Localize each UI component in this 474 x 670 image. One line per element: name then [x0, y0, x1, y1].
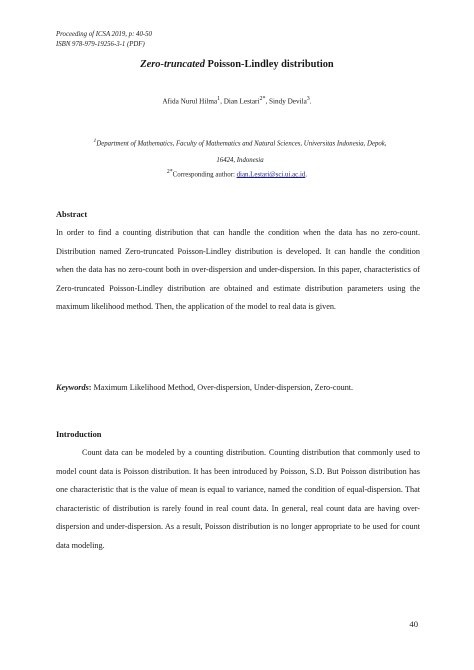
abstract-heading: Abstract [56, 210, 88, 219]
affiliation-sup: 1 [93, 138, 97, 144]
title-rest: Poisson-Lindley distribution [204, 59, 334, 70]
keywords-label: Keywords [56, 383, 89, 392]
keywords-line [56, 379, 420, 398]
author-3: , Sindy Devila [265, 97, 307, 106]
author-2-sup: 2* [259, 96, 266, 102]
affiliation [90, 133, 390, 169]
affiliation-text: Department of Mathematics, Faculty of Mathematics and Natural Sciences, Universitas Indonesia, Depok, 16424, Indonesia [96, 140, 387, 165]
isbn-header: ISBN 978-979-19256-3-1 (PDF) [56, 41, 145, 48]
author-2: , Dian Lestari [220, 97, 260, 106]
email-link[interactable]: dian.Lestari@sci.ui.ac.id [236, 171, 306, 179]
corresponding-author [0, 169, 474, 178]
title-italic-part: Zero-truncated [140, 59, 205, 70]
author-1: Afida Nurul Hilma [162, 97, 218, 106]
page-number: 40 [409, 619, 418, 629]
author-end: . [309, 97, 312, 106]
paper-title [0, 59, 474, 70]
corresponding-label: Corresponding author: [172, 171, 237, 179]
introduction-text: Count data can be modeled by a counting distribution. Counting distribution that commonly used to model count data is Poisson distribution. It has been introduced by Poisson, S.D. But Poisson distribution has one characteristic that is the value of mean is equal to variance, named the condition of equal-dispersion. That characteristic of distribution is rarely found in real count data. In general, real count data are having over-dispersion and under-dispersion. As a result, Poisson distribution is no longer appropriate to be used for count data modeling. [56, 448, 420, 550]
author-3-sup: 3 [306, 96, 310, 102]
corresponding-sup: 2* [166, 169, 173, 175]
introduction-heading: Introduction [56, 430, 102, 439]
proceedings-header: Proceeding of ICSA 2019, p: 40-50 [56, 31, 152, 38]
author-1-sup: 1 [217, 96, 221, 102]
abstract-text: In order to find a counting distribution that can handle the condition when the data has no zero-count. Distribution named Zero-truncated Poisson-Lindley distribution is developed. It can handle the condition when the data has no zero-count both in over-dispersion and under-dispersion. In this paper, characteristics of Zero-truncated Poisson-Lindley distribution are obtained and estimate distribution parameters using the maximum likelihood method. Then, the application of the model to real data is given. [56, 228, 420, 312]
keywords-colon: : [88, 383, 94, 392]
keywords-text: Maximum Likelihood Method, Over-dispersion, Under-dispersion, Zero-count. [93, 383, 354, 392]
author-list [0, 96, 474, 105]
corresponding-end: . [305, 171, 308, 179]
